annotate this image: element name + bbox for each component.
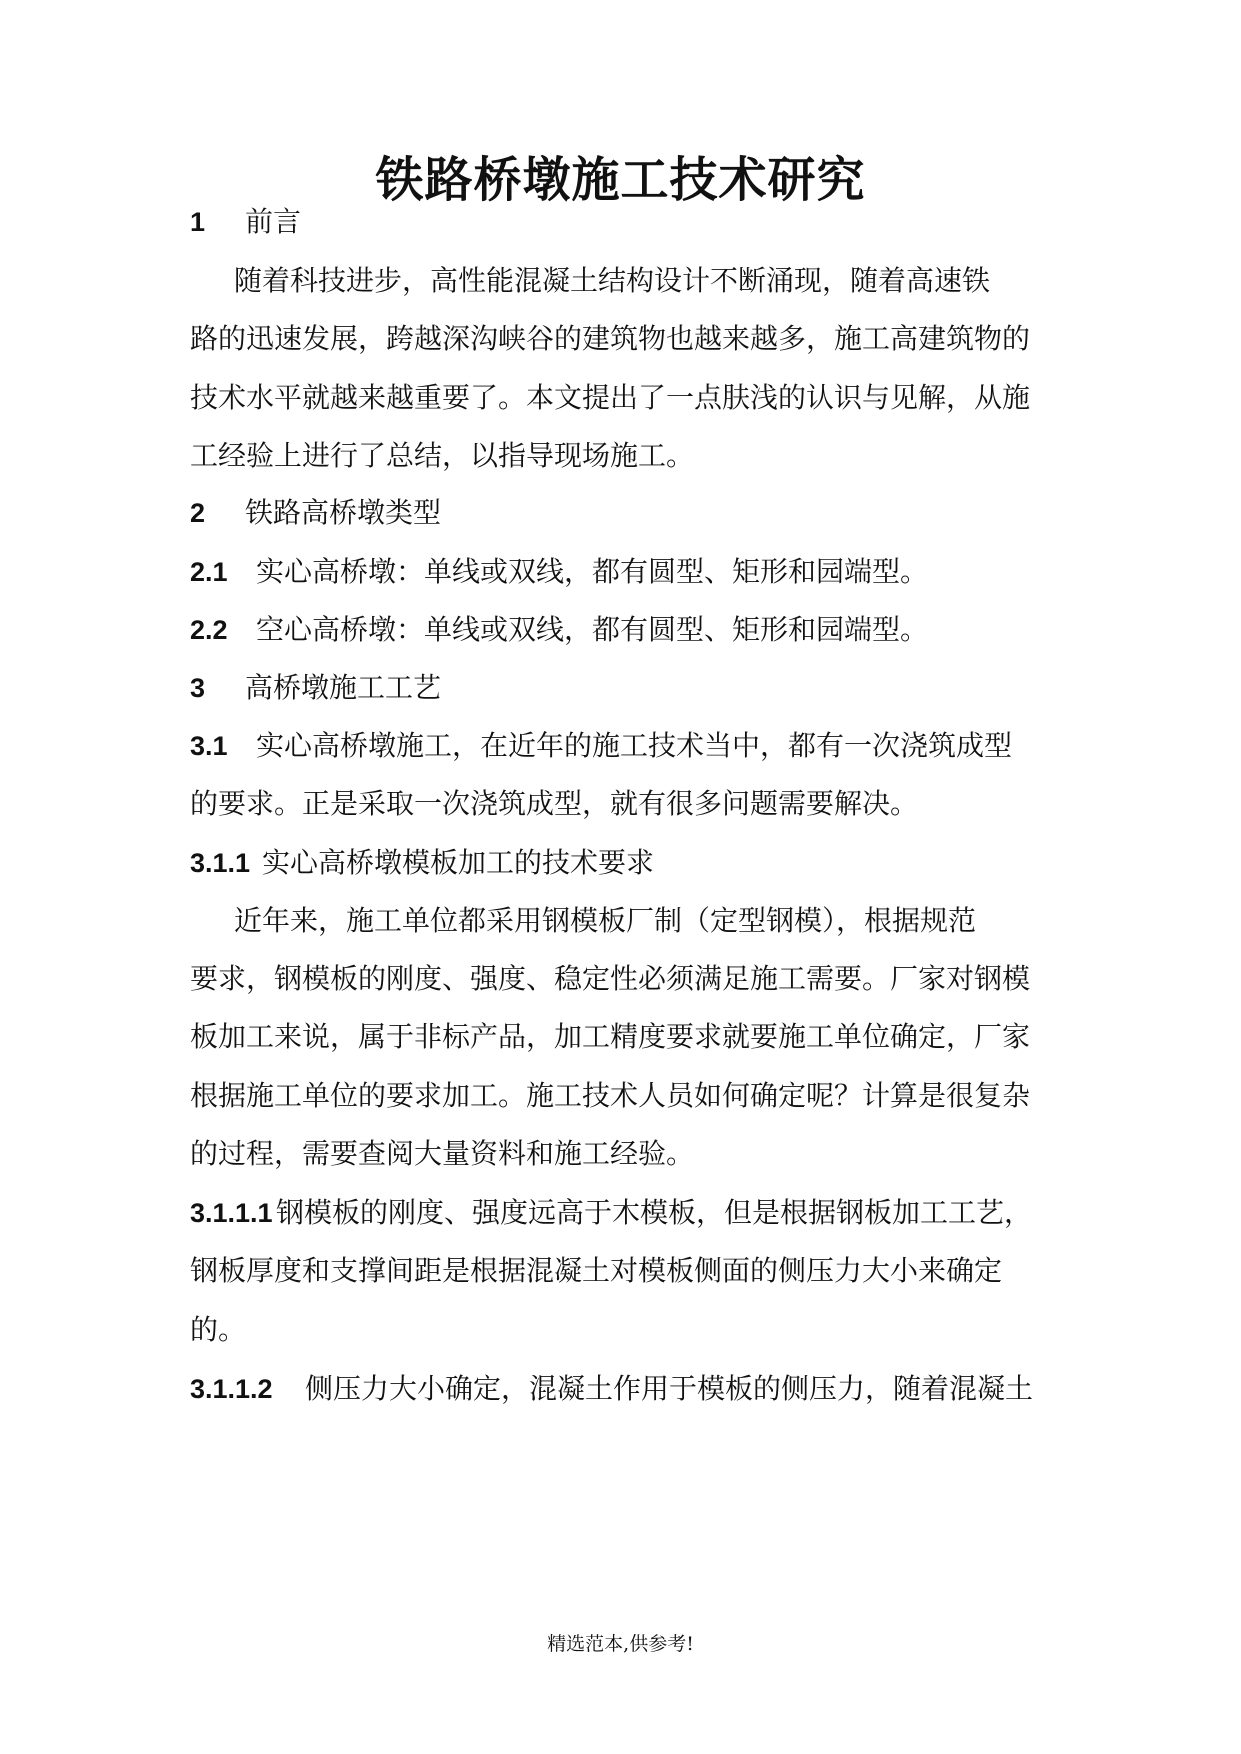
section-text: 实心高桥墩：单线或双线，都有圆型、矩形和园端型。 [256, 555, 929, 588]
paragraph-line: 技术水平就越来越重要了。本文提出了一点肤浅的认识与见解，从施 [190, 381, 1031, 414]
subsection-3-1-1 [190, 843, 1070, 883]
section-title: 前言 [245, 205, 302, 238]
section-number: 3.1.1 [190, 848, 251, 878]
subsection-3-1-1-1 [190, 1193, 1070, 1233]
subsection-2-1 [190, 552, 1070, 592]
paragraph-line: 工经验上进行了总结，以指导现场施工。 [190, 439, 695, 472]
subsection-2-2 [190, 610, 1070, 650]
section-text: 实心高桥墩施工，在近年的施工技术当中，都有一次浇筑成型 [256, 729, 1013, 762]
section-title: 高桥墩施工工艺 [245, 671, 442, 704]
paragraph-line: 近年来，施工单位都采用钢模板厂制（定型钢模），根据规范 [234, 904, 977, 937]
section-title: 铁路高桥墩类型 [245, 496, 442, 529]
section-text: 侧压力大小确定，混凝土作用于模板的侧压力，随着混凝土 [305, 1372, 1034, 1405]
section-text: 空心高桥墩：单线或双线，都有圆型、矩形和园端型。 [256, 613, 929, 646]
section-number: 2 [190, 498, 206, 528]
section-heading-3 [190, 668, 1070, 708]
section-title: 实心高桥墩模板加工的技术要求 [262, 846, 655, 879]
paragraph-line: 的要求。正是采取一次浇筑成型，就有很多问题需要解决。 [190, 787, 919, 820]
section-heading-2 [190, 493, 1070, 533]
paragraph-line: 随着科技进步，高性能混凝土结构设计不断涌现，随着高速铁 [234, 264, 991, 297]
section-number: 3.1.1.1 [190, 1198, 273, 1228]
section-number: 2.1 [190, 557, 228, 587]
section-number: 3 [190, 673, 206, 703]
section-heading-1 [190, 202, 1070, 242]
section-number: 3.1 [190, 731, 228, 761]
paragraph-line: 的。 [190, 1313, 247, 1346]
paragraph-line: 路的迅速发展，跨越深沟峡谷的建筑物也越来越多，施工高建筑物的 [190, 322, 1031, 355]
subsection-3-1-1-2 [190, 1369, 1070, 1409]
paragraph-line: 钢板厚度和支撑间距是根据混凝土对模板侧面的侧压力大小来确定 [190, 1254, 1003, 1287]
document-title: 铁路桥墩施工技术研究 [375, 152, 866, 208]
paragraph-line: 的过程，需要查阅大量资料和施工经验。 [190, 1137, 695, 1170]
section-number: 3.1.1.2 [190, 1374, 273, 1404]
section-text: 钢模板的刚度、强度远高于木模板，但是根据钢板加工工艺， [276, 1196, 1033, 1229]
page-footer: 精选范本,供参考! [547, 1633, 694, 1655]
section-number: 2.2 [190, 615, 228, 645]
paragraph-line: 板加工来说，属于非标产品，加工精度要求就要施工单位确定，厂家 [190, 1020, 1031, 1053]
section-number: 1 [190, 207, 206, 237]
paragraph-line: 要求，钢模板的刚度、强度、稳定性必须满足施工需要。厂家对钢模 [190, 962, 1031, 995]
subsection-3-1 [190, 726, 1070, 766]
paragraph-line: 根据施工单位的要求加工。施工技术人员如何确定呢？计算是很复杂 [190, 1079, 1031, 1112]
